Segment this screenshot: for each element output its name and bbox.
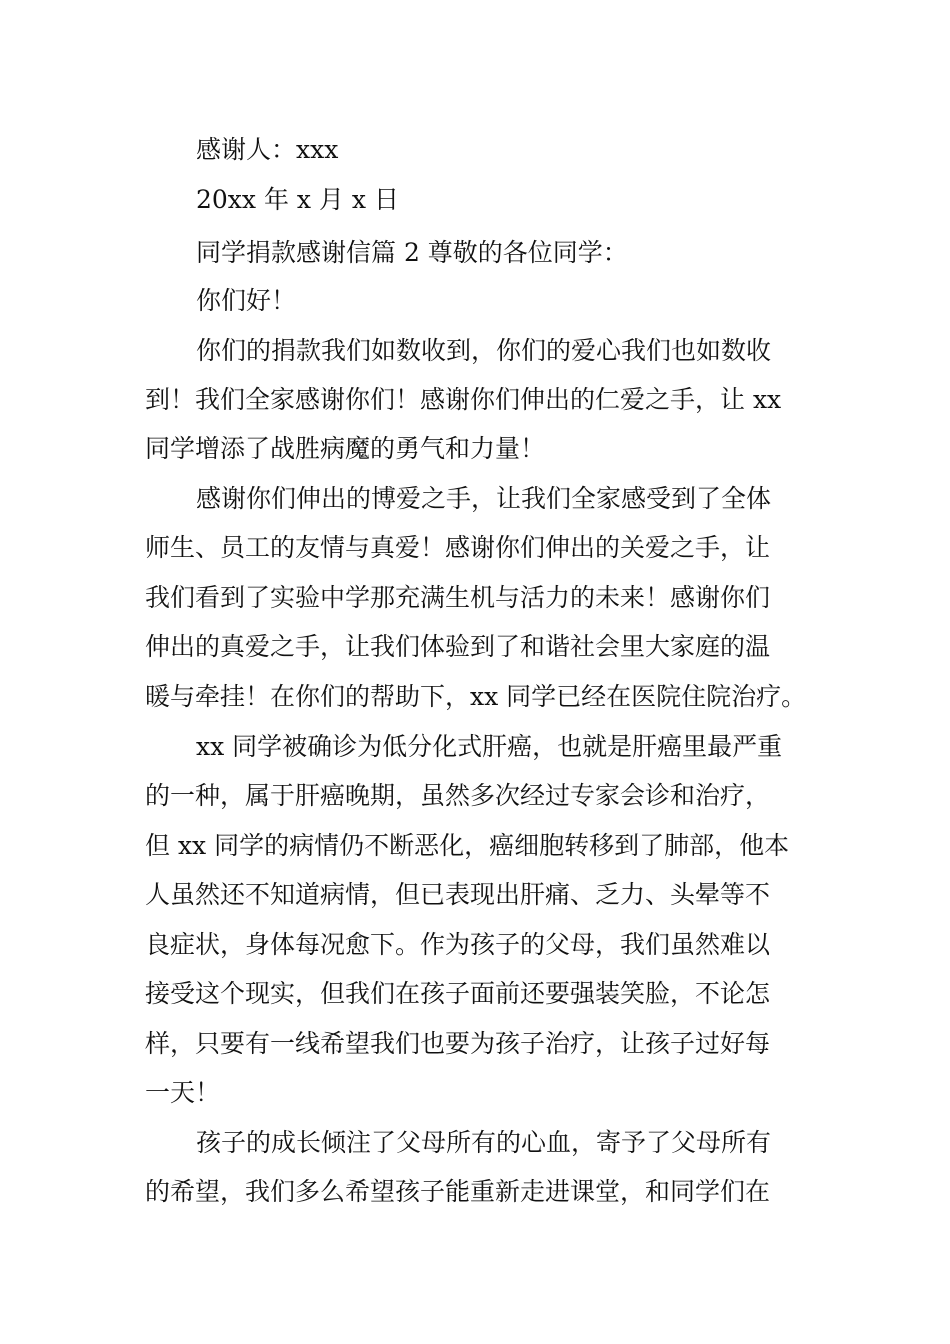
paragraph-line: 师生、员工的友情与真爱！感谢你们伸出的关爱之手，让 — [145, 533, 771, 562]
greeting-line: 你们好！ — [196, 286, 297, 315]
letter-title-line: 同学捐款感谢信篇 2 尊敬的各位同学： — [196, 238, 628, 267]
paragraph-line: 伸出的真爱之手，让我们体验到了和谐社会里大家庭的温 — [145, 632, 771, 661]
paragraph-line: 到！我们全家感谢你们！感谢你们伸出的仁爱之手，让 xx — [145, 385, 782, 414]
paragraph-line: xx 同学被确诊为低分化式肝癌，也就是肝癌里最严重 — [196, 732, 783, 761]
paragraph-line: 一天！ — [145, 1078, 221, 1107]
paragraph-line: 的一种，属于肝癌晚期，虽然多次经过专家会诊和治疗， — [145, 781, 771, 810]
paragraph-line: 同学增添了战胜病魔的勇气和力量！ — [145, 434, 546, 463]
paragraph-line: 良症状，身体每况愈下。作为孩子的父母，我们虽然难以 — [145, 930, 771, 959]
paragraph-line: 接受这个现实，但我们在孩子面前还要强装笑脸，不论怎 — [145, 979, 771, 1008]
paragraph-line: 我们看到了实验中学那充满生机与活力的未来！感谢你们 — [145, 583, 771, 612]
paragraph-line: 孩子的成长倾注了父母所有的心血，寄予了父母所有 — [196, 1128, 772, 1157]
paragraph-line: 样，只要有一线希望我们也要为孩子治疗，让孩子过好每 — [145, 1029, 771, 1058]
paragraph-line: 但 xx 同学的病情仍不断恶化，癌细胞转移到了肺部，他本 — [145, 831, 790, 860]
paragraph-line: 暖与牵挂！在你们的帮助下，xx 同学已经在医院住院治疗。 — [145, 682, 807, 711]
paragraph-line: 人虽然还不知道病情，但已表现出肝痛、乏力、头晕等不 — [145, 880, 771, 909]
paragraph-line: 感谢你们伸出的博爱之手，让我们全家感受到了全体 — [196, 484, 772, 513]
thanker-line: 感谢人：xxx — [196, 135, 339, 164]
date-line: 20xx 年 x 月 x 日 — [196, 185, 399, 214]
paragraph-line: 你们的捐款我们如数收到，你们的爱心我们也如数收 — [196, 336, 772, 365]
paragraph-line: 的希望，我们多么希望孩子能重新走进课堂，和同学们在 — [145, 1177, 771, 1206]
